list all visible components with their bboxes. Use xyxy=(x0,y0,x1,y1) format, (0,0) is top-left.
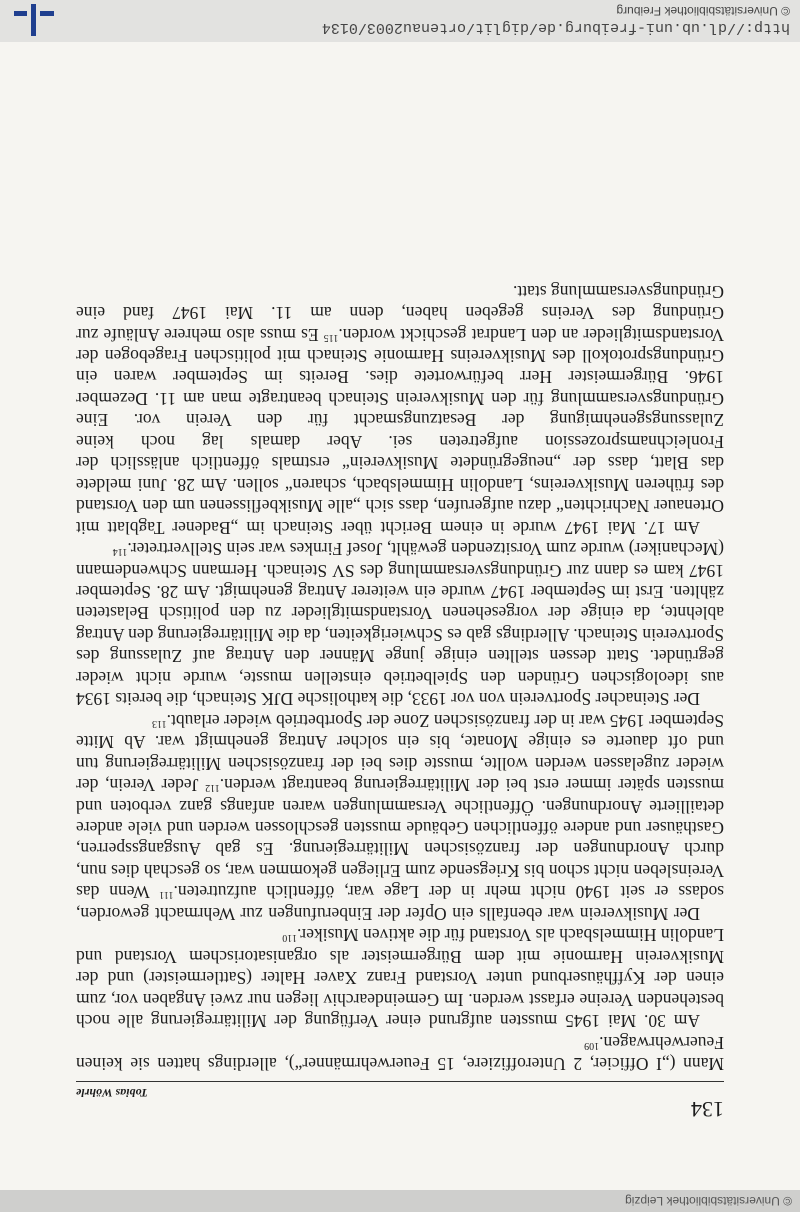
running-head: Tobias Wöhrle xyxy=(76,1086,148,1100)
body-text xyxy=(76,280,724,1074)
footnote-ref-111: 111 xyxy=(159,889,174,901)
paragraph-5-text-b: Es muss also mehrere Anläufe zur Gründung des Vereins gegeben haben, denn am 11. Mai 1947 fand eine Gründungsversammlung statt. xyxy=(75,281,724,345)
footnote-ref-113: 113 xyxy=(151,717,167,729)
paragraph-1-text: Mann („I Officier, 2 Unteroffiziere, 15 Feuerwehrmänner“), allerdings hatten sie keinen Feuerwehrwagen. xyxy=(76,1032,724,1074)
footnote-ref-109: 109 xyxy=(584,1039,600,1051)
top-watermark-bar xyxy=(0,1190,800,1212)
paragraph-2 xyxy=(76,924,724,1031)
copyright-notice: © Universitätsbibliothek Freiburg xyxy=(616,4,790,18)
paragraph-2-text: Am 30. Mai 1945 mussten aufgrund einer Verfügung der Militärregierung alle noch bestehenden Vereine erfasst werden. Im Gemeindearchiv liegen nur zwei Angaben vor, zum einen der Kyffhäuserbund unter Vorstand Franz Xaver Halter (Sattlermeister) und der Musikverein Harmonie mit dem Bürgermeister als organisatorischem Vorstand und Landolin Himmelsbach als Vorstand für die aktiven Musiker. xyxy=(76,925,724,1032)
header-rule xyxy=(76,1081,724,1082)
footnote-ref-115: 115 xyxy=(323,331,339,343)
footnote-ref-114: 114 xyxy=(112,546,128,558)
paragraph-3 xyxy=(76,709,724,924)
paragraph-1 xyxy=(76,1031,724,1074)
page-number: 134 xyxy=(691,1097,724,1122)
paragraph-4-text: Der Steinacher Sportverein von vor 1933, die katholische DJK Steinach, die bereits 1934 aus ideologischen Gründen den Spielbetrieb einstellen musste, wurde nicht wieder gegründet. Statt dessen stellten einige junge Männer den Antrag auf Zulassung des Sportverein Steinach. Allerdings gab es Schwierigkeiten, da die Militärregierung den Antrag ablehnte, da einige der vorgesehenen Vorstandsmitglieder zu den politisch Belasteten zählten. Erst im September 1947 wurde ein weiterer Antrag genehmigt. Am 28. September 1947 kam es dann zur Gründungsversammlung des SV Steinach. Hermann Schwendemann (Mechaniker) wurde zum Vorsitzenden gewählt, Josef Firnkes war sein Stellvertreter. xyxy=(75,539,724,710)
top-watermark-text: © Universitätsbibliothek Leipzig xyxy=(625,1194,792,1208)
paragraph-3-text-a: Der Musikverein war ebenfalls ein Opfer der Einberufungen zur Wehrmacht geworden, sodass er seit 1940 nicht mehr in der Lage war, öffentlich aufzutreten. xyxy=(76,882,724,924)
paragraph-4 xyxy=(76,538,724,710)
book-page xyxy=(0,42,800,1190)
paragraph-5 xyxy=(76,280,724,537)
library-logo-icon xyxy=(14,4,54,36)
viewer-footer xyxy=(0,0,800,42)
paragraph-3-text-c: Jeder Verein, der wieder zugelassen werden wollte, musste dies bei der französischen Militärregierung tun und oft dauerte es einige Monate, bis ein solcher Antrag genehmigt war. Ab Mitte September 1945 war in der französischen Zone der Sportbetrieb wieder erlaubt. xyxy=(76,710,724,796)
footnote-ref-110: 110 xyxy=(282,932,297,944)
footnote-ref-112: 112 xyxy=(205,782,220,794)
paragraph-5-text-a: Am 17. Mai 1947 wurde in einem Bericht über Steinach im „Badener Tagblatt mit Ortenauer Nachrichten“ dazu aufgerufen, dass sich „alle Musikbeflissenen um den Vorstand des früheren Musikvereins, Landolin Himmelsbach, scharen“ sollen. Am 28. Juni meldete das Blatt, dass der „neugegründete Musikverein“ erstmals öffentlich anlässlich der Fronleichnamsprozession aufgetreten sei. Aber damals lag noch keine Zulassungsgenehmigung der Besatzungsmacht für den Verein vor. Eine Gründungsversammlung für den Musikverein Steinach beantragte man am 11. Dezember 1946. Bürgermeister Herr befürwortete dies. Bereits im September waren ein Gründungsprotokoll des Musikvereins Harmonie Steinach mit politischen Fragebogen der Vorstandsmitglieder an den Landrat geschickt worden. xyxy=(76,324,724,538)
paragraph-3-text-b: Wenn das Vereinsleben nicht schon bis Kriegsende zum Erliegen gekommen war, so geschah dies nun, durch Anordnungen der französischen Militärregierung. Es gab Ausgangssperren, Gasthäuser und andere öffentlichen Gebäude mussten geschlossen werden und viele andere detaillierte Anordnungen. Öffentliche Versammlungen waren anfangs ganz verboten und mussten später immer erst bei der Militärregierung beantragt werden. xyxy=(76,775,724,903)
source-url[interactable]: http://dl.ub.uni-freiburg.de/diglit/ortenau2003/0134 xyxy=(321,19,790,36)
